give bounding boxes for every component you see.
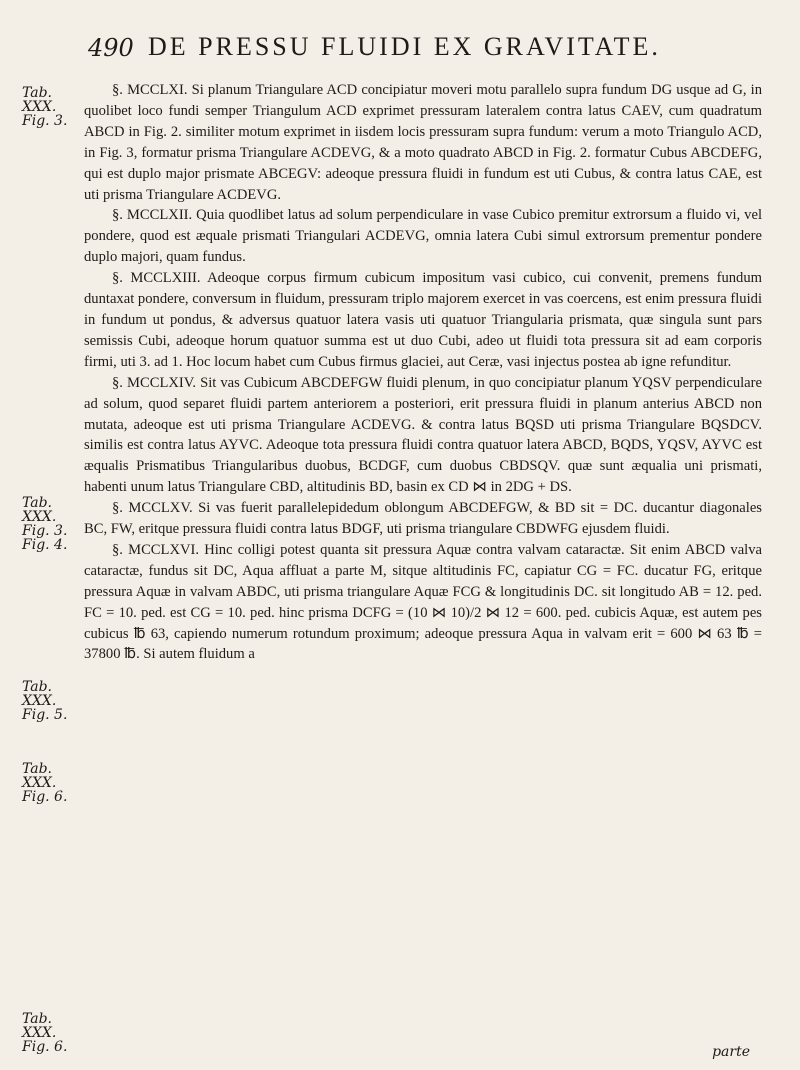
- page-number: 490: [88, 34, 134, 62]
- margin-note-1: Tab. XXX. Fig. 3.: [22, 85, 68, 129]
- running-head: DE PRESSU FLUIDI EX GRAVITATE.: [148, 32, 661, 61]
- margin-note-4: Tab. XXX. Fig. 6.: [22, 761, 68, 805]
- margin-note-5: Tab. XXX. Fig. 6.: [22, 1011, 68, 1055]
- margin-note-3: Tab. XXX. Fig. 5.: [22, 679, 68, 723]
- paragraph-1266: §. MCCLXVI. Hinc colligi potest quanta sit pressura Aquæ contra valvam cataractæ. Sit enim ABCD valva cataractæ, fundus sit DC, Aqua affluat a parte M, sitque altitudinis FC, capiatur CG = FC. ducatur FG, eritque pressura Aquæ in valvam ABDC, uti prisma triangulare Aquæ FCG & longitudinis DC. sit longitudo AB = 12. ped. FC = 10. ped. est CG = 10. ped. hinc prisma DCFG = (10 ⋈ 10)/2 ⋈ 12 = 600. ped. cubicis Aquæ, est autem pes cubicus ℔ 63, capiendo numerum rotundum proximum; adeoque pressura Aqua in valvam erit = 600 ⋈ 63 ℔ = 37800 ℔. Si autem fluidum a: [84, 541, 762, 663]
- paragraph-1263: §. MCCLXIII. Adeoque corpus firmum cubicum impositum vasi cubico, cui convenit, premens fundum duntaxat pondere, conversum in fluidum, pressuram triplo majorem exercet in vas coercens, est enim pressura fluidi in fundum ut pondus, & adversus quatuor latera vasis uti quatuor Triangularia prismata, quæ singula sunt pars semissis Cubi, adeoque horum quatuor summa est ut duo Cubi, adeo ut fluidi tota pressura sit ad eam corporis firmi, uti 3. ad 1. Hoc locum habet cum Cubus firmus glaciei, aut Ceræ, vasi injectus postea ab igne refunditur.: [84, 270, 762, 370]
- catchword: parte: [712, 1044, 750, 1060]
- paragraph-1262: §. MCCLXII. Quia quodlibet latus ad solum perpendiculare in vase Cubico premitur extrorsum a fluido vi, vel pondere, quod est æquale prismati Triangulari ACDEVG, omnia latera Cubi simul extrorsum prementur pondere duplo majori, quam fundus.: [84, 207, 762, 266]
- body-text: [84, 80, 762, 665]
- page-header: [0, 30, 800, 70]
- paragraph-1261: §. MCCLXI. Si planum Triangulare ACD concipiatur moveri motu parallelo supra fundum DG usque ad G, in quolibet loco fundi semper Triangulum ACD exprimet pressuram lateralem contra latus CAEV, cum quadratum ABCD in Fig. 2. similiter motum exprimet in iisdem locis pressuram supra fundum: verum a moto Triangulo ACD, in Fig. 3, formatur prisma Triangulare ACDEVG, & a moto quadrato ABCD in Fig. 2. formatur Cubus ABCDEFG, qui est duplo major prismate ABCEGV: adeoque pressura fluidi in fundum est uti Cubus, & contra latus CAE, est uti prisma Triangulare ACDEVG.: [84, 82, 762, 203]
- paragraph-1265: §. MCCLXV. Si vas fuerit parallelepidedum oblongum ABCDEFGW, & BD sit = DC. ducantur diagonales BC, FW, eritque pressura fluidi contra latus BDGF, uti prisma triangulare CBDWFG ejusdem fluidi.: [84, 500, 762, 538]
- margin-note-2: Tab. XXX. Fig. 3. Fig. 4.: [22, 495, 68, 553]
- paragraph-1264: §. MCCLXIV. Sit vas Cubicum ABCDEFGW fluidi plenum, in quo concipiatur planum YQSV perpendiculare ad solum, quod separet fluidi partem anteriorem a posteriori, erit pressura fluidi in planum anterius ABCD non mutata, adeoque est uti prisma Triangulare ACDEVG. & contra latus BQSD uti prisma Triangulare BQSDCV. similis est contra latus AYVC. Adeoque tota pressura fluidi contra quatuor latera ABCD, BQDS, YQSV, AYVC est æqualis Prismatibus Triangularibus duobus, BCDGF, cum duobus CBDSQV. quæ sunt æqualia uni prismati, habenti unum latus Triangulare CBD, altitudinis BD, basin ex CD ⋈ in 2DG + DS.: [84, 374, 762, 496]
